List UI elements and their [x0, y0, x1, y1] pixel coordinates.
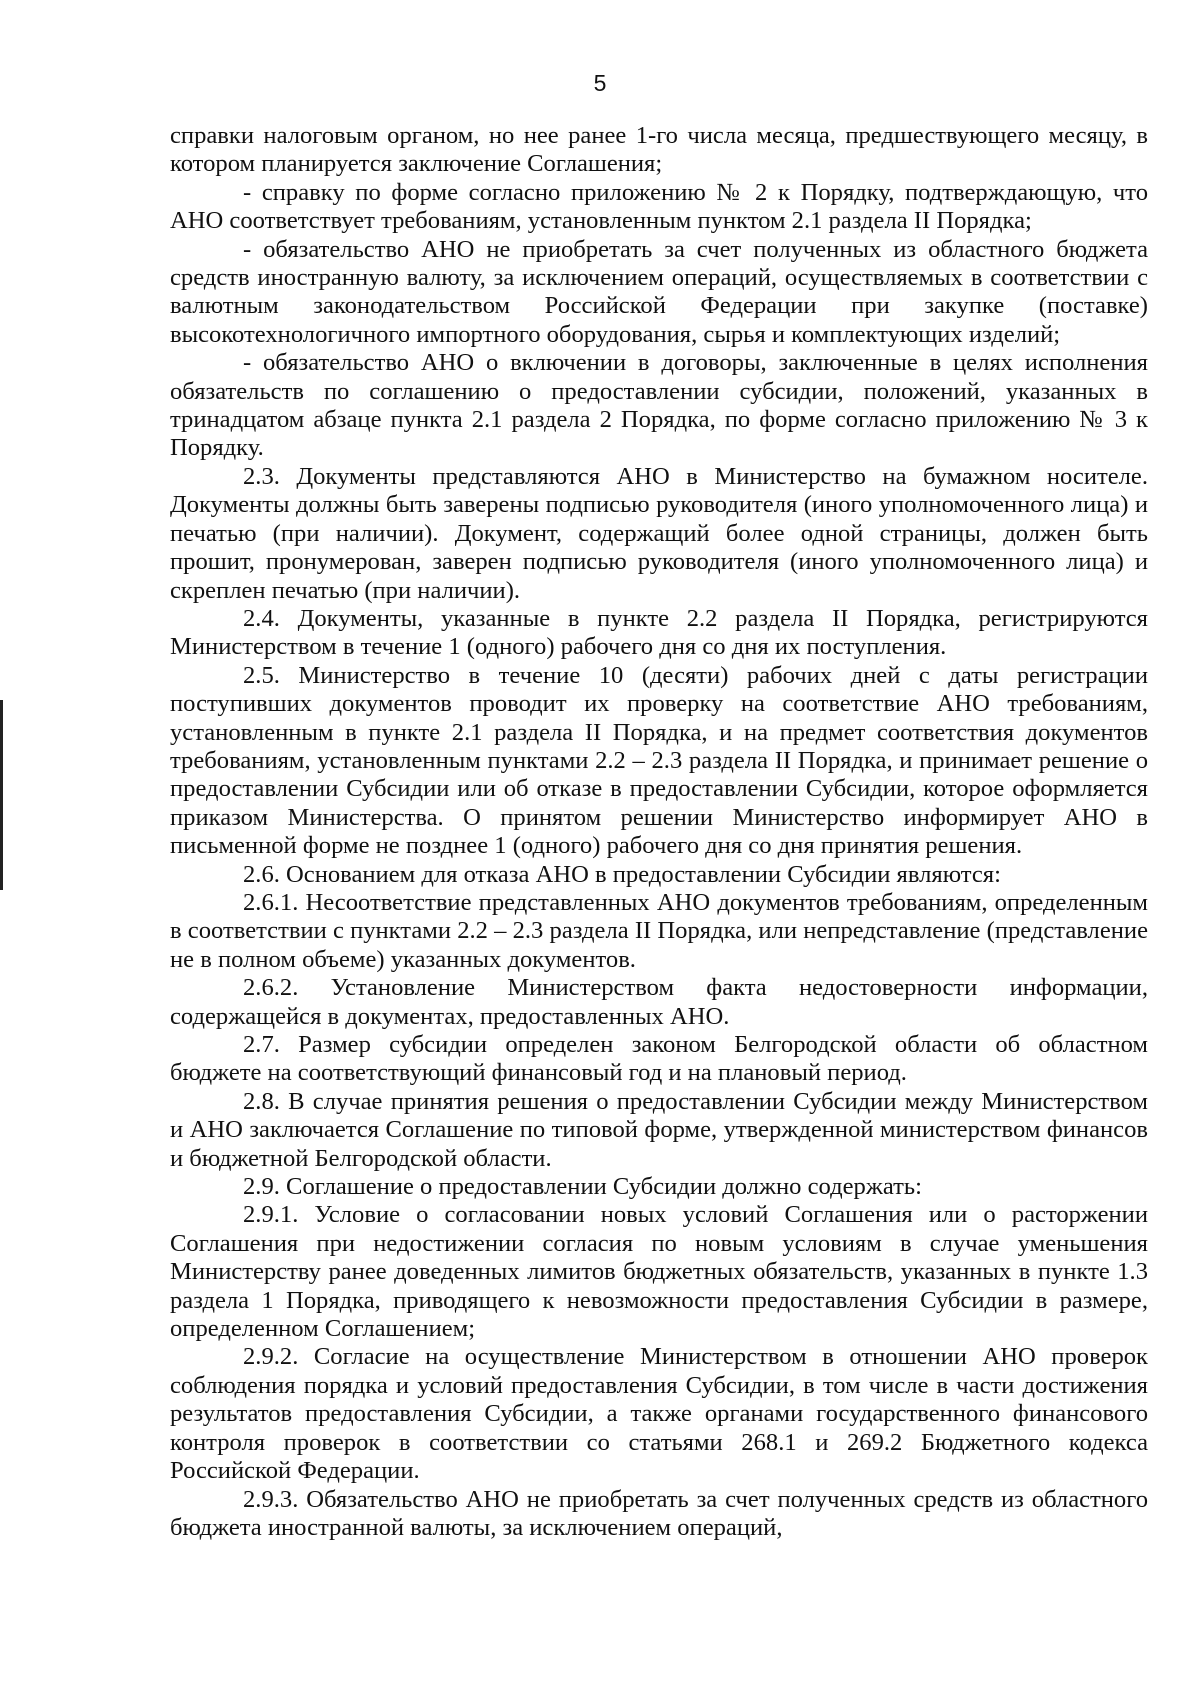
paragraph-2-9-2: 2.9.2. Согласие на осуществление Министерством в отношении АНО проверок соблюдения порядка и условий предоставления Субсидии, в том числе в части достижения результатов предоставления Субсидии, а также органами государственного финансового контроля проверок в соответствии со статьями 268.1 и 269.2 Бюджетного кодекса Российской Федерации. — [170, 1343, 1148, 1485]
paragraph-2-7: 2.7. Размер субсидии определен законом Белгородской области об областном бюджете на соответствующий финансовый год и на плановый период. — [170, 1031, 1148, 1087]
paragraph-2-6-1: 2.6.1. Несоответствие представленных АНО документов требованиям, определенным в соответствии с пунктами 2.2 – 2.3 раздела II Порядка, или непредставление (представление не в полном объеме) указанных документов. — [170, 888, 1148, 973]
paragraph-2-9-3: 2.9.3. Обязательство АНО не приобретать за счет полученных средств из областного бюджета иностранной валюты, за исключением операций, — [170, 1485, 1148, 1541]
paragraph-contract-obligation: - обязательство АНО о включении в договоры, заключенные в целях исполнения обязательств по соглашению о предоставлении субсидии, положений, указанных в тринадцатом абзаце пункта 2.1 раздела 2 Порядка, по форме согласно приложению № 3 к Порядку. — [170, 349, 1148, 462]
paragraph-2-4: 2.4. Документы, указанные в пункте 2.2 раздела II Порядка, регистрируются Министерством в течение 1 (одного) рабочего дня со дня их поступления. — [170, 604, 1148, 661]
scan-edge-mark — [0, 700, 3, 890]
paragraph-2-6: 2.6. Основанием для отказа АНО в предоставлении Субсидии являются: — [243, 860, 1001, 888]
paragraph-2-9: 2.9. Соглашение о предоставлении Субсидии должно содержать: — [243, 1173, 922, 1201]
paragraph-2-5: 2.5. Министерство в течение 10 (десяти) рабочих дней с даты регистрации поступивших документов проводит их проверку на соответствие АНО требованиям, установленным в пункте 2.1 раздела II Порядка, и на предмет соответствия документов требованиям, установленным пунктами 2.2 – 2.3 раздела II Порядка, и принимает решение о предоставлении Субсидии или об отказе в предоставлении Субсидии, которое оформляется приказом Министерства. О принятом решении Министерство информирует АНО в письменной форме не позднее 1 (одного) рабочего дня со дня принятия решения. — [170, 661, 1148, 860]
paragraph-2-8: 2.8. В случае принятия решения о предоставлении Субсидии между Министерством и АНО заключается Соглашение по типовой форме, утвержденной министерством финансов и бюджетной Белгородской области. — [170, 1087, 1148, 1172]
paragraph-currency-obligation: - обязательство АНО не приобретать за счет полученных из областного бюджета средств иностранную валюту, за исключением операций, осуществляемых в соответствии с валютным законодательством Российской Федерации при закупке (поставке) высокотехнологичного импортного оборудования, сырья и комплектующих изделий; — [170, 235, 1148, 348]
paragraph-2-9-1: 2.9.1. Условие о согласовании новых условий Соглашения или о расторжении Соглашения при недостижении согласия по новым условиям в случае уменьшения Министерству ранее доведенных лимитов бюджетных обязательств, указанных в пункте 1.3 раздела 1 Порядка, приводящего к невозможности предоставления Субсидии в размере, определенном Соглашением; — [170, 1201, 1148, 1343]
paragraph-2-6-2: 2.6.2. Установление Министерством факта недостоверности информации, содержащейся в документах, предоставленных АНО. — [170, 974, 1148, 1030]
paragraph-2-3: 2.3. Документы представляются АНО в Министерство на бумажном носителе. Документы должны быть заверены подписью руководителя (иного уполномоченного лица) и печатью (при наличии). Документ, содержащий более одной страницы, должен быть прошит, пронумерован, заверен подписью руководителя (иного уполномоченного лица) и скреплен печатью (при наличии). — [170, 462, 1148, 604]
document-body — [170, 122, 1148, 1542]
paragraph-certificate-form: - справку по форме согласно приложению № 2 к Порядку, подтверждающую, что АНО соответствует требованиям, установленным пунктом 2.1 раздела II Порядка; — [170, 178, 1148, 235]
paragraph-continuation: справки налоговым органом, но нее ранее 1-го числа месяца, предшествующего месяцу, в котором планируется заключение Соглашения; — [170, 122, 1148, 178]
page-number: 5 — [593, 70, 607, 96]
